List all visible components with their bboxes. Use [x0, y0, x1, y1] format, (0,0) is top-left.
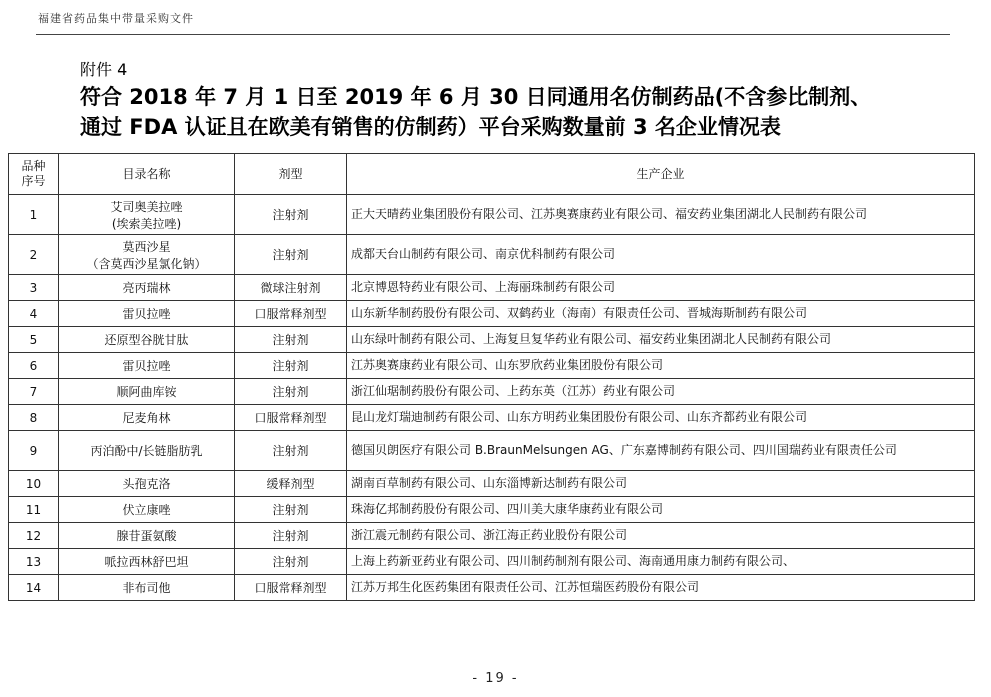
table-row	[9, 353, 975, 379]
drug-name-line2: (埃索美拉唑)	[111, 216, 182, 231]
cell-dosage-form: 注射剂	[235, 353, 347, 379]
cell-dosage-form: 注射剂	[235, 523, 347, 549]
drug-name-line1: 丙泊酚中/长链脂肪乳	[90, 444, 203, 458]
cell-seq: 12	[9, 523, 59, 549]
drug-name-line1: 头孢克洛	[122, 477, 171, 491]
header-divider	[36, 34, 950, 35]
page-number: - 19 -	[472, 671, 519, 686]
table-row	[9, 431, 975, 471]
running-header: 福建省药品集中带量采购文件	[38, 12, 194, 25]
table-row	[9, 301, 975, 327]
cell-dosage-form: 注射剂	[235, 235, 347, 275]
drug-name-line1: 尼麦角林	[122, 411, 171, 425]
title-line-2: 通过 FDA 认证且在欧美有销售的仿制药）平台采购数量前 3 名企业情况表	[80, 115, 781, 139]
header-form: 剂型	[235, 154, 347, 195]
cell-drug-name	[59, 235, 235, 275]
cell-dosage-form: 注射剂	[235, 431, 347, 471]
cell-companies: 山东新华制药股份有限公司、双鹤药业（海南）有限责任公司、晋城海斯制药有限公司	[347, 301, 975, 327]
drug-name-line1: 哌拉西林舒巴坦	[104, 555, 189, 569]
cell-drug-name	[59, 549, 235, 575]
cell-drug-name	[59, 431, 235, 471]
cell-drug-name	[59, 195, 235, 235]
cell-companies: 正大天晴药业集团股份有限公司、江苏奥赛康药业有限公司、福安药业集团湖北人民制药有限公司	[347, 195, 975, 235]
table-row	[9, 275, 975, 301]
cell-seq: 9	[9, 431, 59, 471]
cell-companies: 江苏奥赛康药业有限公司、山东罗欣药业集团股份有限公司	[347, 353, 975, 379]
cell-seq: 6	[9, 353, 59, 379]
cell-dosage-form: 缓释剂型	[235, 471, 347, 497]
cell-seq: 11	[9, 497, 59, 523]
drug-name-line1: 非布司他	[122, 581, 171, 595]
cell-seq: 1	[9, 195, 59, 235]
table-header-row	[9, 154, 975, 195]
cell-companies: 上海上药新亚药业有限公司、四川制药制剂有限公司、海南通用康力制药有限公司、	[347, 549, 975, 575]
cell-companies: 北京博恩特药业有限公司、上海丽珠制药有限公司	[347, 275, 975, 301]
table-row	[9, 549, 975, 575]
cell-companies: 浙江震元制药有限公司、浙江海正药业股份有限公司	[347, 523, 975, 549]
header-seq-line1: 品种	[21, 159, 46, 173]
drug-name-line1: 莫西沙星	[122, 239, 171, 254]
header-seq	[9, 154, 59, 195]
attachment-label: 附件 4	[80, 60, 128, 79]
cell-drug-name	[59, 275, 235, 301]
cell-seq: 8	[9, 405, 59, 431]
cell-companies: 湖南百草制药有限公司、山东淄博新达制药有限公司	[347, 471, 975, 497]
drug-name-line1: 伏立康唑	[122, 503, 171, 517]
cell-dosage-form: 微球注射剂	[235, 275, 347, 301]
cell-drug-name	[59, 497, 235, 523]
cell-seq: 14	[9, 575, 59, 601]
cell-drug-name	[59, 353, 235, 379]
cell-seq: 7	[9, 379, 59, 405]
cell-drug-name	[59, 523, 235, 549]
cell-dosage-form: 注射剂	[235, 195, 347, 235]
cell-drug-name	[59, 575, 235, 601]
cell-companies: 德国贝朗医疗有限公司 B.BraunMelsungen AG、广东嘉博制药有限公司、四川国瑞药业有限责任公司	[347, 431, 975, 471]
cell-companies: 浙江仙琚制药股份有限公司、上药东英（江苏）药业有限公司	[347, 379, 975, 405]
table-row	[9, 497, 975, 523]
cell-seq: 5	[9, 327, 59, 353]
table-body	[9, 195, 975, 601]
drug-name-line1: 雷贝拉唑	[122, 307, 171, 321]
drug-name-line2: （含莫西沙星氯化钠）	[86, 256, 207, 271]
cell-drug-name	[59, 301, 235, 327]
cell-seq: 3	[9, 275, 59, 301]
table-row	[9, 195, 975, 235]
cell-drug-name	[59, 379, 235, 405]
cell-seq: 13	[9, 549, 59, 575]
cell-companies: 成都天台山制药有限公司、南京优科制药有限公司	[347, 235, 975, 275]
cell-companies: 江苏万邦生化医药集团有限责任公司、江苏恒瑞医药股份有限公司	[347, 575, 975, 601]
drug-name-line1: 艾司奥美拉唑	[110, 199, 183, 214]
table-row	[9, 523, 975, 549]
table-row	[9, 575, 975, 601]
cell-dosage-form: 口服常释剂型	[235, 575, 347, 601]
table-row	[9, 327, 975, 353]
cell-companies: 珠海亿邦制药股份有限公司、四川美大康华康药业有限公司	[347, 497, 975, 523]
cell-seq: 4	[9, 301, 59, 327]
drug-name-line1: 雷贝拉唑	[122, 359, 171, 373]
table-row	[9, 379, 975, 405]
cell-companies: 昆山龙灯瑞迪制药有限公司、山东方明药业集团股份有限公司、山东齐都药业有限公司	[347, 405, 975, 431]
table-row	[9, 235, 975, 275]
cell-dosage-form: 口服常释剂型	[235, 405, 347, 431]
enterprise-table	[8, 153, 975, 601]
cell-drug-name	[59, 405, 235, 431]
cell-seq: 2	[9, 235, 59, 275]
document-title	[80, 82, 960, 142]
cell-dosage-form: 注射剂	[235, 327, 347, 353]
cell-dosage-form: 口服常释剂型	[235, 301, 347, 327]
cell-drug-name	[59, 327, 235, 353]
cell-dosage-form: 注射剂	[235, 549, 347, 575]
title-line-1: 符合 2018 年 7 月 1 日至 2019 年 6 月 30 日同通用名仿制药品(不含参比制剂、	[80, 85, 872, 109]
drug-name-line1: 亮丙瑞林	[122, 281, 171, 295]
drug-name-line1: 顺阿曲库铵	[116, 385, 177, 399]
drug-name-line1: 还原型谷胱甘肽	[104, 333, 189, 347]
table-row	[9, 405, 975, 431]
cell-dosage-form: 注射剂	[235, 379, 347, 405]
header-name: 目录名称	[59, 154, 235, 195]
cell-companies: 山东绿叶制药有限公司、上海复旦复华药业有限公司、福安药业集团湖北人民制药有限公司	[347, 327, 975, 353]
drug-name-line1: 腺苷蛋氨酸	[116, 529, 177, 543]
header-companies: 生产企业	[347, 154, 975, 195]
table-row	[9, 471, 975, 497]
header-seq-line2: 序号	[21, 174, 46, 188]
cell-drug-name	[59, 471, 235, 497]
cell-seq: 10	[9, 471, 59, 497]
cell-dosage-form: 注射剂	[235, 497, 347, 523]
